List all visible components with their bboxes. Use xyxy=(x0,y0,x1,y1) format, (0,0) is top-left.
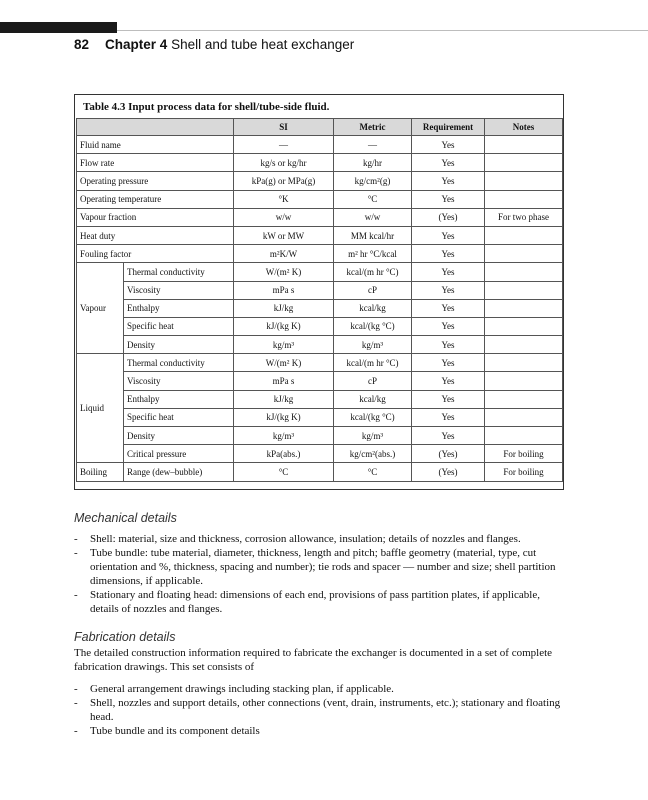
cell-si: °K xyxy=(234,190,334,208)
table-row xyxy=(77,245,563,263)
cell-requirement: (Yes) xyxy=(412,463,485,481)
cell-si: kg/s or kg/hr xyxy=(234,154,334,172)
cell-group: Liquid xyxy=(77,354,124,463)
cell-si: kg/m³ xyxy=(234,427,334,445)
cell-metric: kcal/(kg °C) xyxy=(334,408,412,426)
cell-notes xyxy=(485,172,563,190)
table-row xyxy=(77,408,563,426)
cell-notes xyxy=(485,390,563,408)
table-row xyxy=(77,263,563,281)
cell-metric: kg/cm²(abs.) xyxy=(334,445,412,463)
cell-metric: kg/cm²(g) xyxy=(334,172,412,190)
cell-notes: For boiling xyxy=(485,445,563,463)
table-caption: Table 4.3 Input process data for shell/tube-side fluid. xyxy=(83,101,330,113)
chapter-label: Chapter 4 xyxy=(105,37,168,52)
cell-notes xyxy=(485,427,563,445)
cell-requirement: Yes xyxy=(412,408,485,426)
cell-parameter: Density xyxy=(124,336,234,354)
cell-metric: w/w xyxy=(334,208,412,226)
cell-notes xyxy=(485,336,563,354)
cell-si: kPa(g) or MPa(g) xyxy=(234,172,334,190)
header-bar xyxy=(0,22,117,33)
cell-metric: kcal/(kg °C) xyxy=(334,317,412,335)
cell-si: °C xyxy=(234,463,334,481)
cell-parameter: Enthalpy xyxy=(124,390,234,408)
fabrication-heading: Fabrication details xyxy=(74,630,176,644)
table-header-row xyxy=(77,119,563,136)
cell-si: kPa(abs.) xyxy=(234,445,334,463)
cell-notes xyxy=(485,299,563,317)
cell-si: mPa s xyxy=(234,281,334,299)
header-cell-si: SI xyxy=(234,119,334,136)
cell-notes xyxy=(485,281,563,299)
cell-requirement: (Yes) xyxy=(412,208,485,226)
cell-requirement: Yes xyxy=(412,354,485,372)
table-row xyxy=(77,336,563,354)
cell-metric: cP xyxy=(334,372,412,390)
cell-requirement: Yes xyxy=(412,372,485,390)
table-row xyxy=(77,390,563,408)
table-row xyxy=(77,136,563,154)
cell-notes: For two phase xyxy=(485,208,563,226)
header-cell-parameter xyxy=(77,119,234,136)
cell-parameter: Thermal conductivity xyxy=(124,354,234,372)
cell-requirement: Yes xyxy=(412,190,485,208)
cell-requirement: Yes xyxy=(412,390,485,408)
cell-si: w/w xyxy=(234,208,334,226)
cell-notes xyxy=(485,190,563,208)
cell-notes xyxy=(485,372,563,390)
cell-si: kg/m³ xyxy=(234,336,334,354)
cell-metric: kg/m³ xyxy=(334,427,412,445)
table-row xyxy=(77,190,563,208)
cell-requirement: Yes xyxy=(412,154,485,172)
cell-parameter: Critical pressure xyxy=(124,445,234,463)
cell-notes xyxy=(485,136,563,154)
table-row xyxy=(77,154,563,172)
mechanical-list xyxy=(74,532,566,616)
header-cell-notes: Notes xyxy=(485,119,563,136)
cell-group: Vapour xyxy=(77,263,124,354)
cell-si: kJ/(kg K) xyxy=(234,408,334,426)
table-row xyxy=(77,317,563,335)
cell-requirement: Yes xyxy=(412,245,485,263)
cell-parameter: Viscosity xyxy=(124,372,234,390)
cell-metric: kg/hr xyxy=(334,154,412,172)
list-item: - General arrangement drawings including stacking plan, if applicable. xyxy=(74,682,566,696)
cell-notes xyxy=(485,154,563,172)
cell-parameter: Operating temperature xyxy=(77,190,234,208)
cell-metric: cP xyxy=(334,281,412,299)
list-item: - Tube bundle and its component details xyxy=(74,724,566,738)
table-row xyxy=(77,427,563,445)
table-body xyxy=(77,136,563,482)
list-item: - Shell, nozzles and support details, other connections (vent, drain, instruments, etc.); stationary and floating head. xyxy=(74,696,566,724)
cell-parameter: Flow rate xyxy=(77,154,234,172)
table-row xyxy=(77,354,563,372)
cell-requirement: (Yes) xyxy=(412,445,485,463)
table-row xyxy=(77,445,563,463)
data-table xyxy=(76,118,563,482)
cell-parameter: Fouling factor xyxy=(77,245,234,263)
cell-parameter: Specific heat xyxy=(124,408,234,426)
chapter-title: Shell and tube heat exchanger xyxy=(171,37,355,52)
running-header xyxy=(74,37,354,52)
cell-parameter: Viscosity xyxy=(124,281,234,299)
cell-parameter: Vapour fraction xyxy=(77,208,234,226)
page-number: 82 xyxy=(74,37,90,52)
cell-si: kJ/kg xyxy=(234,390,334,408)
header-rule xyxy=(117,30,648,31)
cell-requirement: Yes xyxy=(412,427,485,445)
cell-si: — xyxy=(234,136,334,154)
cell-group: Boiling xyxy=(77,463,124,481)
cell-requirement: Yes xyxy=(412,317,485,335)
cell-si: kJ/kg xyxy=(234,299,334,317)
table-row xyxy=(77,172,563,190)
cell-metric: kg/m³ xyxy=(334,336,412,354)
cell-requirement: Yes xyxy=(412,136,485,154)
cell-metric: kcal/kg xyxy=(334,390,412,408)
list-item: - Shell: material, size and thickness, corrosion allowance, insulation; details of nozzles and flanges. xyxy=(74,532,566,546)
table-row xyxy=(77,372,563,390)
cell-notes xyxy=(485,354,563,372)
cell-si: mPa s xyxy=(234,372,334,390)
fabrication-list xyxy=(74,682,566,738)
cell-parameter: Specific heat xyxy=(124,317,234,335)
cell-requirement: Yes xyxy=(412,281,485,299)
cell-metric: MM kcal/hr xyxy=(334,226,412,244)
table-container xyxy=(74,94,564,490)
cell-metric: kcal/(m hr °C) xyxy=(334,354,412,372)
cell-requirement: Yes xyxy=(412,299,485,317)
cell-metric: °C xyxy=(334,463,412,481)
table-row xyxy=(77,299,563,317)
mechanical-heading: Mechanical details xyxy=(74,511,177,525)
cell-parameter: Density xyxy=(124,427,234,445)
cell-requirement: Yes xyxy=(412,226,485,244)
cell-si: W/(m² K) xyxy=(234,263,334,281)
list-item: - Tube bundle: tube material, diameter, thickness, length and pitch; baffle geometry (material, type, cut orientation and %, thickness, spacing and number); tie rods and spacer — number and size; shell partition dimensions, if applicable. xyxy=(74,546,566,588)
table-row xyxy=(77,463,563,481)
cell-parameter: Thermal conductivity xyxy=(124,263,234,281)
table-row xyxy=(77,226,563,244)
fabrication-paragraph: The detailed construction information required to fabricate the exchanger is documented in a set of complete fabrication drawings. This set consists of xyxy=(74,647,553,673)
cell-requirement: Yes xyxy=(412,336,485,354)
cell-si: kJ/(kg K) xyxy=(234,317,334,335)
cell-notes xyxy=(485,245,563,263)
cell-notes xyxy=(485,263,563,281)
table-row xyxy=(77,281,563,299)
header-cell-metric: Metric xyxy=(334,119,412,136)
cell-metric: — xyxy=(334,136,412,154)
cell-parameter: Range (dew–bubble) xyxy=(124,463,234,481)
cell-metric: °C xyxy=(334,190,412,208)
cell-requirement: Yes xyxy=(412,172,485,190)
cell-parameter: Operating pressure xyxy=(77,172,234,190)
cell-metric: kcal/kg xyxy=(334,299,412,317)
cell-parameter: Fluid name xyxy=(77,136,234,154)
cell-notes xyxy=(485,317,563,335)
cell-metric: m² hr °C/kcal xyxy=(334,245,412,263)
cell-si: m²K/W xyxy=(234,245,334,263)
cell-si: kW or MW xyxy=(234,226,334,244)
cell-parameter: Enthalpy xyxy=(124,299,234,317)
header-cell-requirement: Requirement xyxy=(412,119,485,136)
cell-metric: kcal/(m hr °C) xyxy=(334,263,412,281)
list-item: - Stationary and floating head: dimensions of each end, provisions of pass partition plates, if applicable, details of nozzles and flanges. xyxy=(74,588,566,616)
cell-parameter: Heat duty xyxy=(77,226,234,244)
cell-notes: For boiling xyxy=(485,463,563,481)
cell-notes xyxy=(485,226,563,244)
cell-requirement: Yes xyxy=(412,263,485,281)
cell-notes xyxy=(485,408,563,426)
cell-si: W/(m² K) xyxy=(234,354,334,372)
table-row xyxy=(77,208,563,226)
